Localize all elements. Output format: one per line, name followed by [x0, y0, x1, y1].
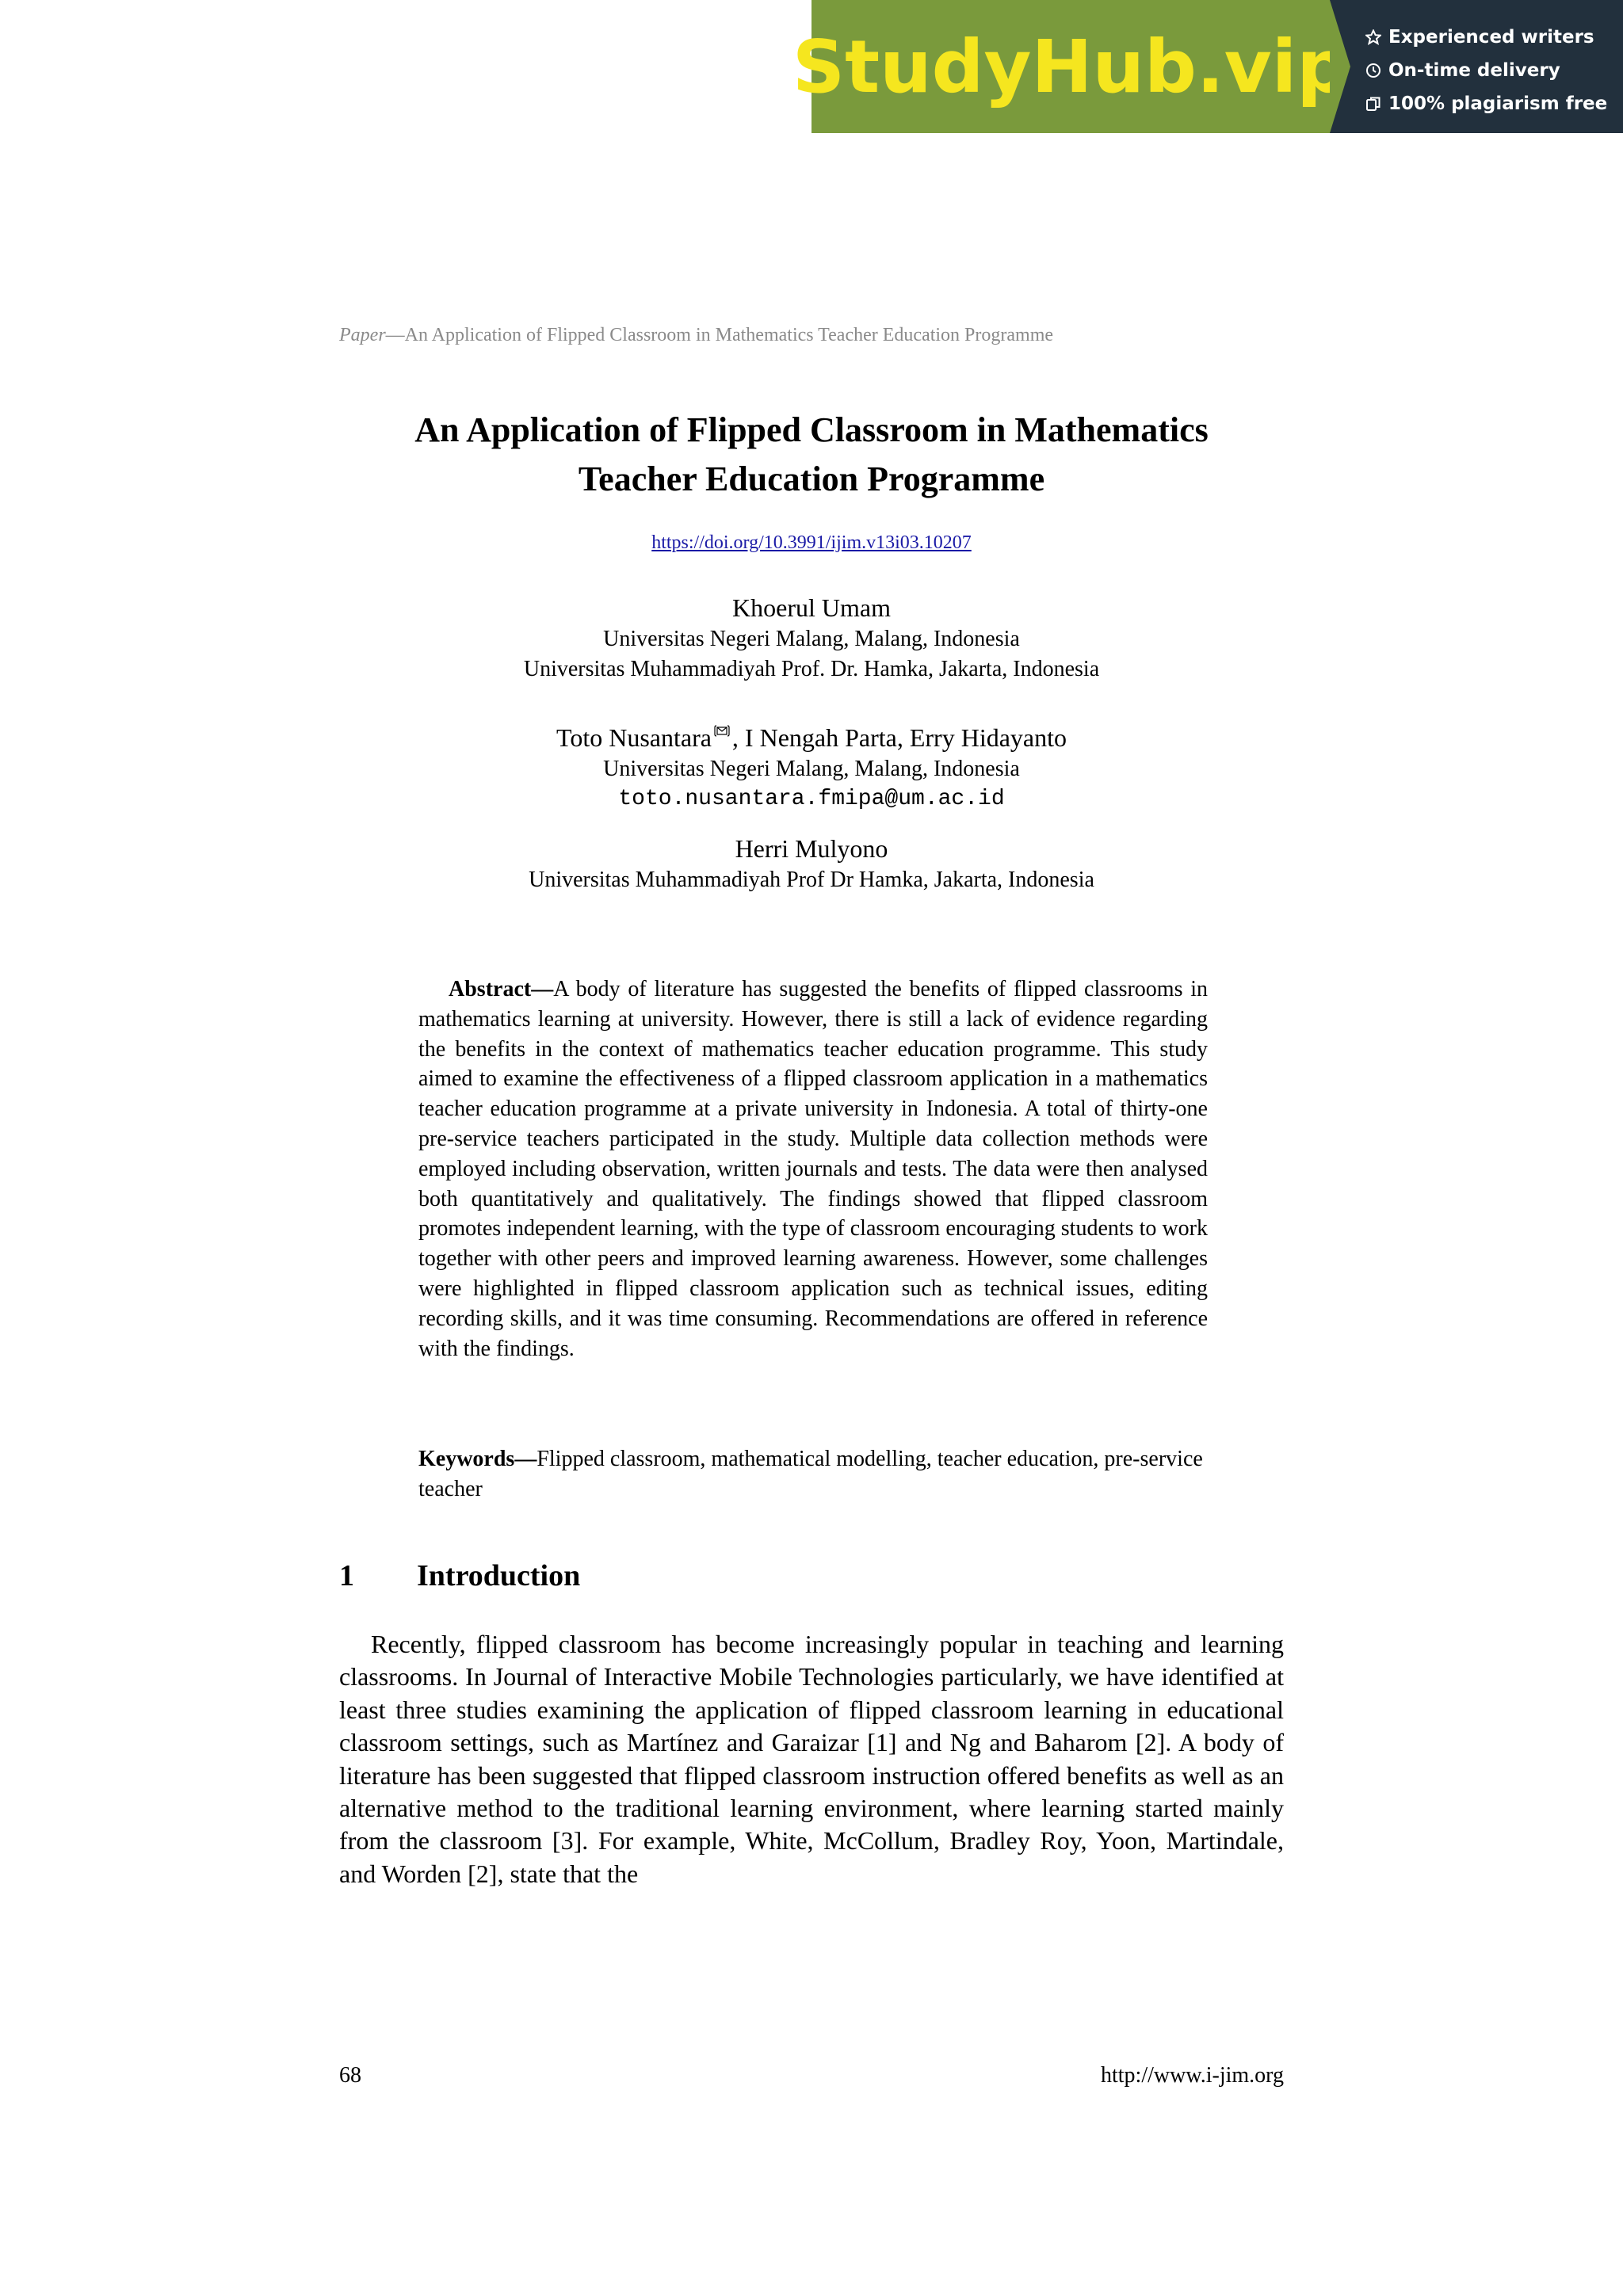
section-number: 1 [339, 1559, 354, 1592]
keywords-text: Flipped classroom, mathematical modelling, teacher education, pre-service teacher [418, 1447, 1203, 1501]
author-email[interactable]: toto.nusantara.fmipa@um.ac.id [618, 787, 1005, 811]
author-name: Herri Mulyono [735, 834, 888, 863]
abstract-text: A body of literature has suggested the benefits of flipped classrooms in mathematics learning at university. However, there is still a lack of evidence regarding the benefits in the context of mathematics teacher education programme. This study aimed to examine the effectiveness of a flipped classroom application in a mathematics teacher education programme at a private university in Indonesia. A total of thirty-one pre-service teachers participated in the study. Multiple data collection methods were employed including observation, written journals and tests. The data were then analysed both quantitatively and qualitatively. The findings showed that flipped classroom promotes independent learning, with the type of classroom encouraging students to work together with other peers and improved learning awareness. However, some challenges were highlighted in flipped classroom application such as technical issues, editing recording skills, and it was time consuming. Recommendations are offered in reference with the findings. [418, 977, 1208, 1361]
author-group-1 [339, 591, 1284, 685]
author-name [339, 711, 1284, 754]
abstract-label: Abstract— [449, 977, 554, 1001]
doi-link[interactable]: https://doi.org/10.3991/ijim.v13i03.10207 [651, 532, 972, 553]
author-affiliation: Universitas Muhammadiyah Prof. Dr. Hamka, Jakarta, Indonesia [523, 657, 1100, 681]
footer-url[interactable]: http://www.i-jim.org [1101, 2063, 1284, 2088]
author-group-3 [339, 832, 1284, 895]
keywords-label: Keywords— [418, 1447, 537, 1471]
abstract [418, 974, 1208, 1363]
page-number: 68 [339, 2063, 361, 2088]
author-affiliation: Universitas Negeri Malang, Malang, Indonesia [603, 757, 1020, 781]
ad-banner[interactable] [792, 0, 1623, 133]
body-paragraph: Recently, flipped classroom has become increasingly popular in teaching and learning classrooms. In Journal of Interactive Mobile Technologies particularly, we have identified at least three studies examining the application of flipped classroom learning in educational classroom settings, such as Martínez and Garaizar [1] and Ng and Baharom [2]. A body of literature has been suggested that flipped classroom instruction offered benefits as well as an alternative method to the traditional learning environment, where learning started mainly from the classroom [3]. For example, White, McCollum, Bradley Roy, Yoon, Martindale, and Worden [2], state that the [339, 1630, 1284, 1888]
envelope-icon [713, 711, 731, 745]
feature-item [1365, 21, 1623, 54]
banner-brand[interactable] [792, 0, 1350, 133]
section-title: Introduction [417, 1559, 581, 1592]
corresponding-author-name: Toto Nusantara [556, 723, 712, 752]
running-header-label: Paper [339, 325, 386, 345]
keywords [418, 1444, 1208, 1505]
running-header-text: —An Application of Flipped Classroom in Mathematics Teacher Education Programme [385, 325, 1054, 345]
paper-title-line-1: An Application of Flipped Classroom in Mathematics [414, 410, 1209, 449]
banner-brand-label: StudyHub.vip [792, 24, 1350, 109]
banner-features [1330, 0, 1623, 133]
feature-item [1365, 54, 1623, 87]
copy-icon [1365, 95, 1382, 113]
feature-label: On-time delivery [1388, 60, 1560, 81]
banner-arrow-shape [1330, 0, 1350, 133]
paper-title-line-2: Teacher Education Programme [578, 460, 1045, 498]
feature-label: Experienced writers [1388, 27, 1594, 48]
running-header [339, 325, 1284, 346]
paper-title [339, 406, 1284, 504]
clock-icon [1365, 62, 1382, 79]
feature-label: 100% plagiarism free [1388, 93, 1608, 114]
author-group-2 [339, 711, 1284, 814]
author-affiliation: Universitas Negeri Malang, Malang, Indonesia [603, 627, 1020, 651]
section-heading [339, 1556, 580, 1596]
feature-item [1365, 87, 1623, 120]
author-name: Khoerul Umam [732, 593, 891, 622]
star-icon [1365, 29, 1382, 46]
co-author-names: , I Nengah Parta, Erry Hidayanto [731, 723, 1067, 752]
author-affiliation: Universitas Muhammadiyah Prof Dr Hamka, Jakarta, Indonesia [529, 868, 1094, 892]
